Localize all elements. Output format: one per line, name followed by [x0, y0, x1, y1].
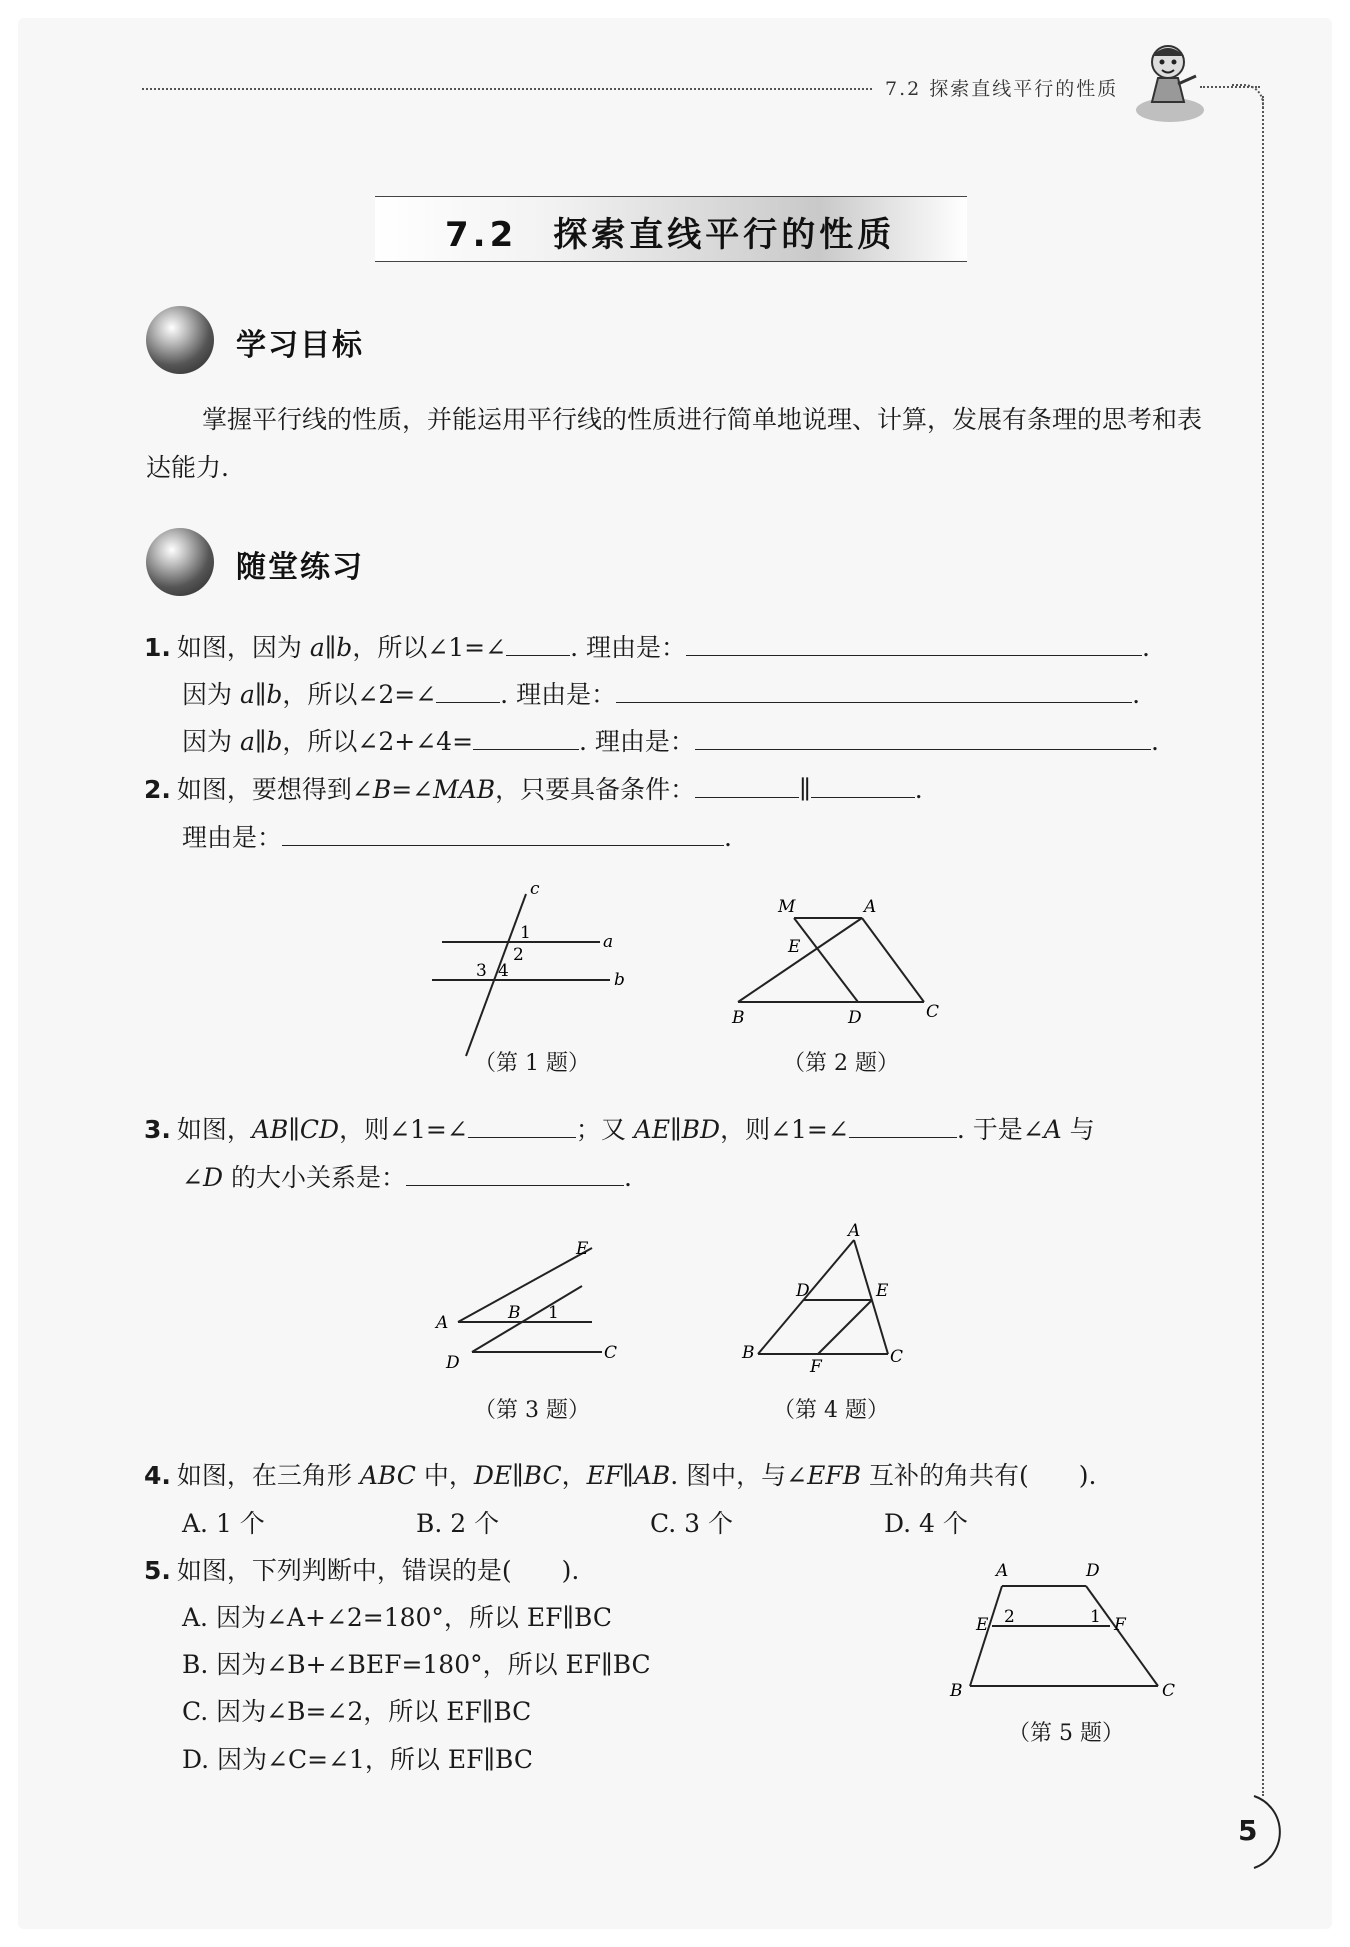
figure-label: 1 — [520, 923, 531, 943]
title-text: 探索直线平行的性质 — [553, 215, 896, 255]
question-number: 3. — [144, 1115, 171, 1144]
figure-label: B — [950, 1681, 963, 1701]
option-a[interactable]: A. 1 个 — [182, 1509, 265, 1538]
figure-label: 1 — [548, 1303, 559, 1323]
text: ， — [561, 1461, 587, 1490]
text: ，则∠1=∠ — [339, 1115, 468, 1144]
text: ；又 — [575, 1115, 634, 1144]
q5-option-d[interactable]: D. 因为∠C=∠1，所以 EF∥BC — [182, 1745, 533, 1774]
text: ∠ — [182, 1163, 203, 1192]
figure-label: B — [508, 1303, 521, 1323]
figure-label: D — [1086, 1561, 1100, 1581]
text: 如图，因为 — [176, 633, 310, 662]
figure-3 — [432, 1236, 632, 1376]
text: EFB — [807, 1461, 862, 1490]
objectives-text: 掌握平行线的性质，并能运用平行线的性质进行简单地说理、计算，发展有条理的思考和表达能力. — [146, 405, 1203, 482]
text: . 于是∠ — [956, 1115, 1044, 1144]
header-dotted-line — [142, 88, 872, 90]
figure-label: F — [810, 1357, 822, 1377]
question-number: 2. — [144, 775, 171, 804]
text: 如图， — [176, 1115, 252, 1144]
text: B — [372, 775, 392, 804]
right-dotted-border — [1262, 96, 1264, 1796]
text: . 理由是： — [579, 727, 695, 756]
practice-title: 随堂练习 — [236, 550, 364, 585]
figure-label: B — [742, 1343, 755, 1363]
text: ，只要具备条件： — [495, 775, 696, 804]
figure-label: 2 — [1004, 1607, 1015, 1627]
figure-label: A — [848, 1222, 861, 1241]
figure-label: E — [788, 937, 801, 957]
question-number: 5. — [144, 1556, 171, 1585]
figure-label: C — [1162, 1681, 1176, 1701]
text: 理由是： — [182, 823, 283, 852]
option-b[interactable]: B. 2 个 — [416, 1509, 500, 1538]
q5-option-c[interactable]: C. 因为∠B=∠2，所以 EF∥BC — [182, 1697, 532, 1726]
text: 互补的角共有( ). — [861, 1461, 1097, 1490]
answer-blank[interactable] — [468, 1113, 576, 1138]
figure-label: C — [604, 1343, 618, 1363]
text: ，所以∠2+∠4= — [282, 727, 474, 756]
figure-5 — [940, 1556, 1180, 1706]
figure-label: c — [530, 879, 540, 899]
figure-label: A — [436, 1313, 449, 1333]
answer-blank[interactable] — [282, 821, 724, 846]
question-1-line-1 — [144, 628, 1150, 664]
figure-label: 2 — [513, 945, 524, 965]
figure-3-caption: （第 3 题） — [474, 1398, 590, 1423]
option-d[interactable]: D. 4 个 — [884, 1509, 968, 1538]
figure-2-caption: （第 2 题） — [783, 1051, 899, 1076]
figure-2 — [728, 890, 948, 1040]
text: . 理由是： — [500, 680, 617, 709]
figure-label: E — [576, 1239, 589, 1259]
text: 因为 — [182, 727, 240, 756]
figure-label: D — [446, 1353, 460, 1373]
text: . — [623, 1163, 632, 1192]
question-number: 4. — [144, 1461, 171, 1490]
text: a∥b — [239, 680, 283, 709]
text: 如图，下列判断中，错误的是( ). — [176, 1556, 580, 1585]
text: a∥b — [309, 633, 353, 662]
figure-label: 1 — [1090, 1607, 1101, 1627]
answer-blank[interactable] — [436, 678, 500, 703]
figure-label: E — [876, 1281, 889, 1301]
page-number-arc — [1214, 1792, 1304, 1872]
title-number: 7.2 — [445, 215, 518, 255]
text: ，所以∠2=∠ — [282, 680, 437, 709]
answer-blank[interactable] — [695, 773, 799, 798]
text: . 理由是： — [570, 633, 686, 662]
text: 的大小关系是： — [223, 1163, 406, 1192]
text: 中， — [415, 1461, 474, 1490]
answer-blank[interactable] — [695, 725, 1151, 750]
answer-blank[interactable] — [849, 1113, 957, 1138]
answer-blank[interactable] — [616, 678, 1132, 703]
text: A — [1043, 1115, 1062, 1144]
text: . — [1150, 727, 1159, 756]
q5-option-b[interactable]: B. 因为∠B+∠BEF=180°，所以 EF∥BC — [182, 1650, 651, 1679]
text: ，则∠1=∠ — [720, 1115, 849, 1144]
text: ∥ — [799, 775, 811, 804]
globe-icon — [146, 528, 214, 596]
answer-blank[interactable] — [473, 725, 579, 750]
figure-5-caption: （第 5 题） — [1008, 1721, 1124, 1746]
text: DE∥BC — [473, 1461, 562, 1490]
figure-label: D — [848, 1008, 862, 1028]
option-c[interactable]: C. 3 个 — [650, 1509, 733, 1538]
figure-label: B — [732, 1008, 745, 1028]
question-3-line-1 — [144, 1110, 1095, 1146]
answer-blank[interactable] — [811, 773, 915, 798]
question-1-line-3 — [182, 722, 1159, 758]
objectives-title: 学习目标 — [236, 328, 364, 363]
figure-label: M — [778, 897, 796, 917]
figure-1-caption: （第 1 题） — [474, 1051, 590, 1076]
text: . 图中，与∠ — [670, 1461, 808, 1490]
text: . — [1141, 633, 1150, 662]
text: 如图，要想得到∠ — [176, 775, 373, 804]
text: MAB — [433, 775, 496, 804]
figure-label: D — [796, 1281, 810, 1301]
text: EF∥AB — [586, 1461, 671, 1490]
question-4-stem — [144, 1456, 1096, 1492]
text: AB∥CD — [251, 1115, 340, 1144]
question-5-stem — [144, 1551, 579, 1587]
text: 与 — [1061, 1115, 1095, 1144]
page-number: 5 — [1238, 1814, 1258, 1847]
figure-4 — [736, 1222, 916, 1382]
question-1-line-2 — [182, 675, 1140, 711]
text: ，所以∠1=∠ — [352, 633, 507, 662]
mascot-icon — [1130, 40, 1210, 126]
answer-blank[interactable] — [406, 1161, 624, 1186]
text: a∥b — [239, 727, 283, 756]
text: 因为 — [182, 680, 240, 709]
text: . — [914, 775, 923, 804]
page-title — [445, 207, 895, 256]
question-2-line-1 — [144, 770, 923, 806]
figure-label: C — [926, 1002, 940, 1022]
section-title-box — [375, 196, 967, 262]
question-4-options — [182, 1504, 1118, 1540]
figure-label: A — [864, 897, 877, 917]
text: D — [202, 1163, 223, 1192]
figure-label: 3 — [476, 961, 487, 981]
text: =∠ — [391, 775, 434, 804]
q5-option-a[interactable]: A. 因为∠A+∠2=180°，所以 EF∥BC — [182, 1603, 612, 1632]
answer-blank[interactable] — [506, 631, 570, 656]
text: . — [724, 823, 732, 852]
figure-label: 4 — [498, 961, 509, 981]
running-title: 7.2 探索直线平行的性质 — [885, 78, 1119, 100]
text: 如图，在三角形 — [176, 1461, 360, 1490]
figure-4-caption: （第 4 题） — [773, 1398, 889, 1423]
figure-1 — [420, 876, 640, 1066]
figure-label: a — [603, 932, 614, 952]
text: . — [1132, 680, 1141, 709]
question-3-line-2 — [182, 1158, 632, 1194]
figure-label: E — [976, 1615, 989, 1635]
question-2-line-2 — [182, 818, 732, 854]
figure-label: A — [996, 1561, 1009, 1581]
text: AE∥BD — [633, 1115, 721, 1144]
figure-label: b — [614, 970, 625, 990]
figure-label: C — [890, 1347, 904, 1367]
figure-label: F — [1114, 1615, 1126, 1635]
text: ABC — [359, 1461, 416, 1490]
question-number: 1. — [144, 633, 171, 662]
globe-icon — [146, 306, 214, 374]
answer-blank[interactable] — [686, 631, 1142, 656]
